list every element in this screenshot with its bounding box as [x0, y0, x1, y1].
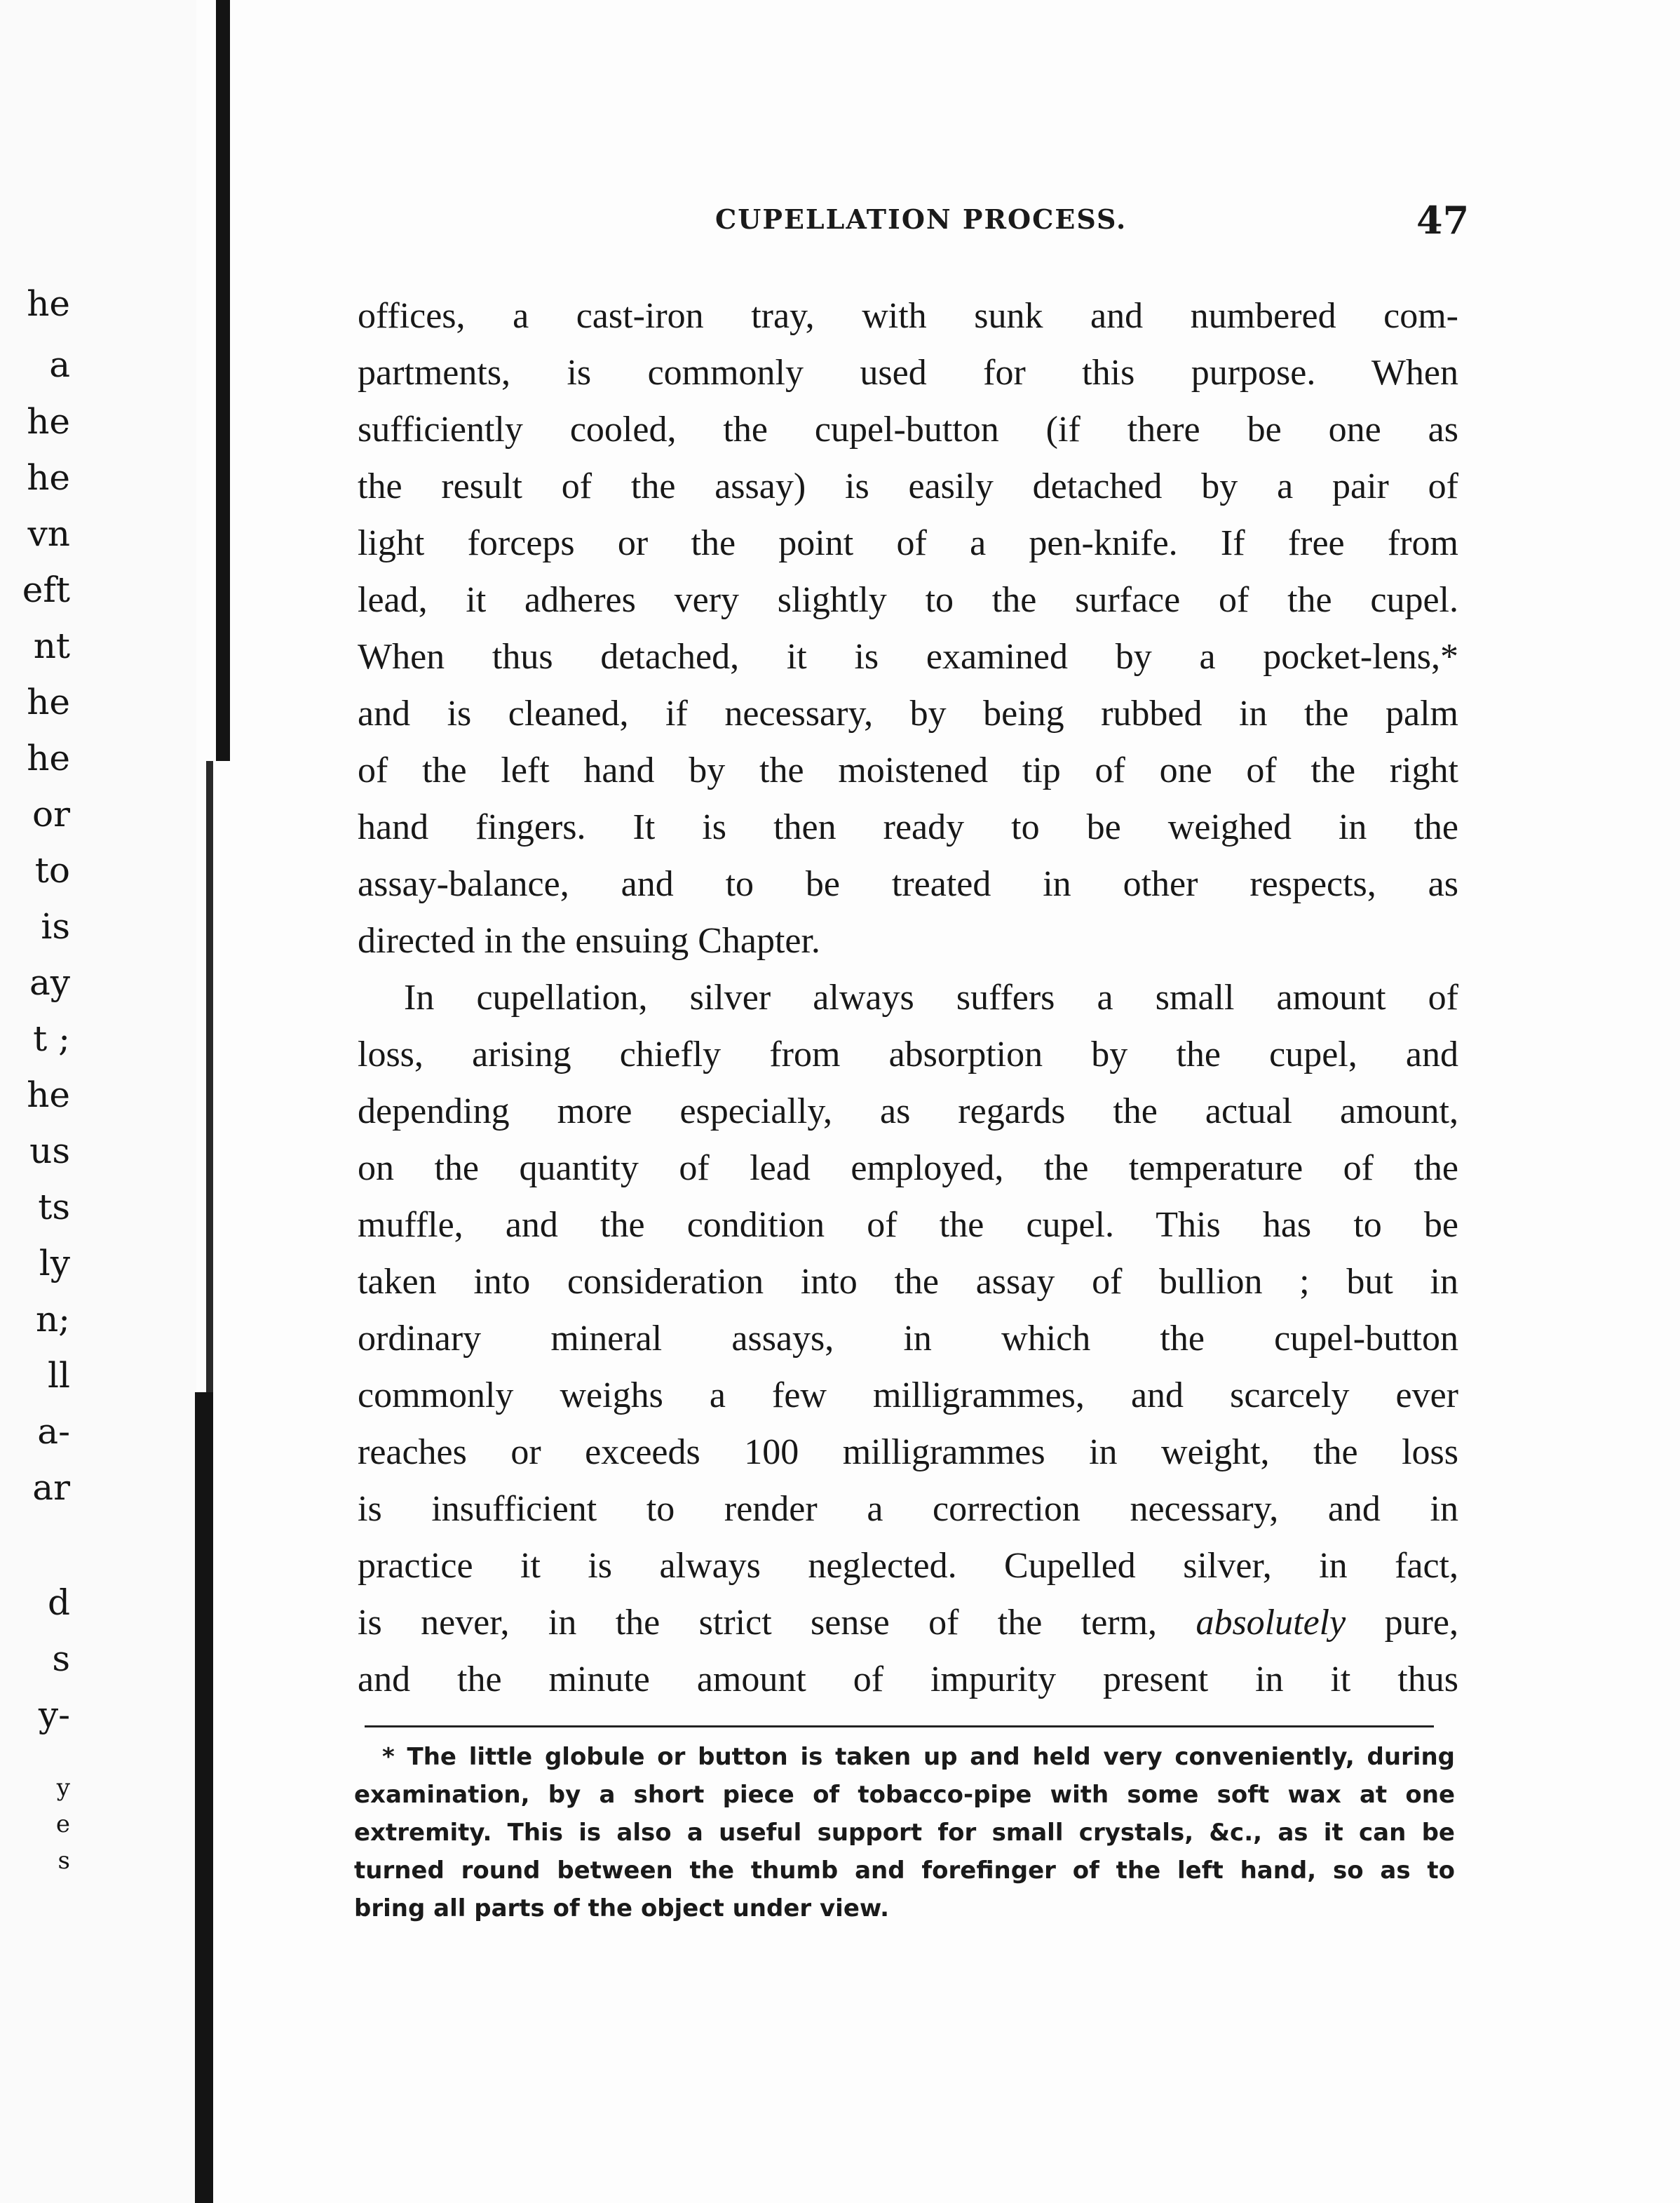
- text-line: of the left hand by the moistened tip of one of the right: [358, 750, 1458, 790]
- facing-fragment: us: [29, 1131, 70, 1171]
- binding-shadow: [216, 0, 230, 761]
- facing-fragment: is: [41, 906, 70, 947]
- binding-shadow: [206, 761, 213, 1392]
- binding-shadow: [195, 1392, 213, 2203]
- facing-fragment: nt: [33, 626, 70, 666]
- text-line: commonly weighs a few milligrammes, and scarcely ever: [358, 1375, 1458, 1415]
- text-line: reaches or exceeds 100 milligrammes in weight, the loss: [358, 1432, 1458, 1472]
- text-line: When thus detached, it is examined by a pocket-lens,*: [358, 637, 1458, 677]
- text-line: is insufficient to render a correction necessary, and in: [358, 1489, 1458, 1529]
- facing-fragment: he: [27, 682, 70, 722]
- facing-fragment: to: [34, 850, 70, 891]
- footnote: [354, 1738, 1455, 1927]
- facing-fragment: s: [52, 1638, 70, 1679]
- facing-fragment: he: [27, 283, 70, 324]
- page-number: 47: [1416, 198, 1470, 243]
- text-line: assay-balance, and to be treated in other respects, as: [358, 864, 1458, 904]
- text-line: directed in the ensuing Chapter.: [358, 921, 820, 961]
- facing-fragment: d: [47, 1582, 70, 1623]
- text-line: taken into consideration into the assay of bullion ; but in: [358, 1262, 1458, 1302]
- facing-fragment: eft: [22, 570, 70, 610]
- text-line: In cupellation, silver always suffers a small amount of: [404, 978, 1458, 1018]
- facing-fragment: a: [49, 344, 70, 385]
- facing-fragment: n;: [35, 1299, 70, 1340]
- text-line: partments, is commonly used for this purpose. When: [358, 353, 1458, 393]
- text-line: light forceps or the point of a pen-knife. If free from: [358, 523, 1458, 563]
- facing-fragment: he: [27, 457, 70, 498]
- footnote-line: bring all parts of the object under view.: [354, 1894, 890, 1922]
- facing-fragment: he: [27, 1074, 70, 1115]
- text-line: on the quantity of lead employed, the temperature of the: [358, 1148, 1458, 1188]
- facing-fragment: s: [57, 1847, 70, 1875]
- text-line: depending more especially, as regards the actual amount,: [358, 1091, 1458, 1131]
- text-line: hand fingers. It is then ready to be weighed in the: [358, 807, 1458, 847]
- body-text: [358, 288, 1458, 1708]
- text-line: ordinary mineral assays, in which the cupel-button: [358, 1319, 1458, 1359]
- text-line: offices, a cast-iron tray, with sunk and numbered com-: [358, 296, 1458, 336]
- footnote-divider: [365, 1725, 1434, 1727]
- text-line: lead, it adheres very slightly to the surface of the cupel.: [358, 580, 1458, 620]
- facing-fragment: vn: [27, 513, 70, 554]
- text-line: sufficiently cooled, the cupel-button (if there be one as: [358, 410, 1458, 450]
- facing-page-edge: [0, 0, 196, 2203]
- facing-fragment: or: [32, 794, 70, 835]
- text-line: and the minute amount of impurity present in it thus: [358, 1659, 1458, 1699]
- facing-fragment: he: [27, 401, 70, 442]
- text-line: muffle, and the condition of the cupel. This has to be: [358, 1205, 1458, 1245]
- text-line: and is cleaned, if necessary, by being rubbed in the palm: [358, 694, 1458, 734]
- facing-fragment: e: [55, 1810, 70, 1838]
- footnote-line: * The little globule or button is taken up and held very conveniently, during: [382, 1743, 1455, 1771]
- facing-fragment: he: [27, 738, 70, 779]
- footnote-line: examination, by a short piece of tobacco-pipe with some soft wax at one: [354, 1781, 1455, 1809]
- text-line: practice it is always neglected. Cupelled silver, in fact,: [358, 1546, 1458, 1586]
- facing-fragment: ay: [29, 962, 70, 1003]
- text-line: the result of the assay) is easily detached by a pair of: [358, 466, 1458, 506]
- facing-fragment: a-: [37, 1411, 70, 1452]
- footnote-line: turned round between the thumb and forefinger of the left hand, so as to: [354, 1857, 1455, 1885]
- facing-fragment: ll: [48, 1355, 70, 1396]
- running-head-title: CUPELLATION PROCESS.: [715, 203, 1127, 235]
- text-line: loss, arising chiefly from absorption by the cupel, and: [358, 1035, 1458, 1074]
- facing-fragment: ts: [38, 1187, 70, 1227]
- facing-fragment: y-: [38, 1695, 70, 1735]
- text-line: is never, in the strict sense of the term, absolutely pure,: [358, 1603, 1458, 1643]
- footnote-line: extremity. This is also a useful support for small crystals, &c., as it can be: [354, 1819, 1455, 1847]
- facing-fragment: y: [56, 1774, 70, 1802]
- facing-fragment: ar: [32, 1467, 70, 1508]
- facing-fragment: t ;: [33, 1018, 70, 1059]
- facing-fragment: ly: [39, 1243, 70, 1284]
